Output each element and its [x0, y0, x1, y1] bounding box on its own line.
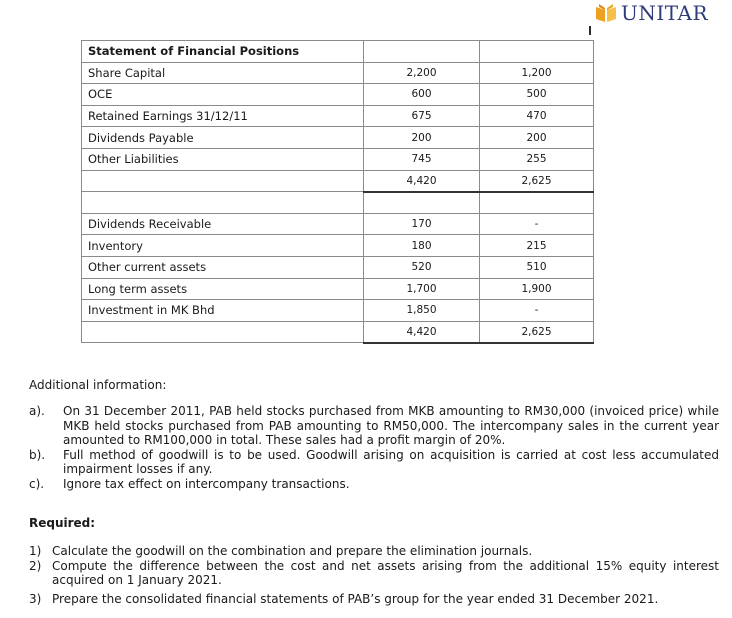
- list-item: [29, 592, 719, 607]
- row-label: Other current assets: [82, 256, 364, 278]
- table-title: Statement of Financial Positions: [82, 41, 364, 63]
- table-row: [82, 278, 594, 300]
- table-row: [82, 84, 594, 106]
- table-row: [82, 105, 594, 127]
- list-item-label: 3): [29, 591, 42, 606]
- row-value: 4,420: [364, 321, 480, 343]
- table-cell: [480, 41, 594, 63]
- list-item-label: a).: [29, 404, 45, 418]
- row-value: 200: [480, 127, 594, 149]
- row-value: 200: [364, 127, 480, 149]
- row-value: 500: [480, 84, 594, 106]
- financial-position-table: [81, 40, 594, 344]
- table-row: [82, 148, 594, 170]
- row-label: Long term assets: [82, 278, 364, 300]
- row-label: Inventory: [82, 235, 364, 257]
- row-value: [364, 192, 480, 214]
- row-value: 2,625: [480, 321, 594, 343]
- logo-divider: [589, 26, 591, 35]
- row-label: Dividends Payable: [82, 127, 364, 149]
- row-value: 1,200: [480, 62, 594, 84]
- row-value: 2,200: [364, 62, 480, 84]
- list-item: [29, 544, 719, 559]
- table-row: [82, 300, 594, 322]
- row-value: 745: [364, 148, 480, 170]
- row-value: 520: [364, 256, 480, 278]
- table-row: [82, 192, 594, 214]
- list-item-label: 1): [29, 544, 42, 558]
- list-item-label: 2): [29, 558, 42, 573]
- row-value: 470: [480, 105, 594, 127]
- row-value: 170: [364, 213, 480, 235]
- list-item-text: Full method of goodwill is to be used. Goodwill arising on acquisition is carried at cost less accumulated impairment losses if any.: [63, 447, 719, 476]
- row-label: Share Capital: [82, 62, 364, 84]
- row-value: 215: [480, 235, 594, 257]
- additional-info-list: [29, 404, 719, 491]
- list-item-label: c).: [29, 476, 45, 491]
- table-row: [82, 256, 594, 278]
- table-row: [82, 170, 594, 192]
- list-item-text: On 31 December 2011, PAB held stocks purchased from MKB amounting to RM30,000 (invoiced price) while MKB held stocks purchased from PAB amounting to RM50,000. The intercompany sales in the current year amounted to RM100,000 in total. These sales had a profit margin of 20%.: [63, 404, 719, 447]
- row-value: 1,900: [480, 278, 594, 300]
- row-label: Investment in MK Bhd: [82, 300, 364, 322]
- list-item: [29, 448, 719, 477]
- list-item: [29, 477, 719, 492]
- row-value: 675: [364, 105, 480, 127]
- row-value: 180: [364, 235, 480, 257]
- table-row: [82, 321, 594, 343]
- row-value: 4,420: [364, 170, 480, 192]
- row-value: 2,625: [480, 170, 594, 192]
- row-label: Dividends Receivable: [82, 213, 364, 235]
- row-label: Other Liabilities: [82, 148, 364, 170]
- book-icon: [595, 3, 617, 23]
- list-item-text: Compute the difference between the cost and net assets arising from the additional 15% equity interest acquired on 1 January 2021.: [52, 558, 719, 587]
- list-item-text: Prepare the consolidated financial statements of PAB’s group for the year ended 31 December 2021.: [52, 591, 659, 606]
- table-header-row: [82, 41, 594, 63]
- row-value: [480, 192, 594, 214]
- unitar-logo: [595, 1, 708, 25]
- additional-info-heading: Additional information:: [29, 378, 167, 392]
- row-value: 255: [480, 148, 594, 170]
- row-label: OCE: [82, 84, 364, 106]
- table-row: [82, 235, 594, 257]
- logo-text: UNITAR: [621, 1, 709, 25]
- row-value: -: [480, 300, 594, 322]
- list-item-label: b).: [29, 447, 46, 462]
- row-label: Retained Earnings 31/12/11: [82, 105, 364, 127]
- row-value: 600: [364, 84, 480, 106]
- table-row: [82, 213, 594, 235]
- list-item: [29, 559, 719, 588]
- list-item: [29, 404, 719, 448]
- row-value: -: [480, 213, 594, 235]
- table-cell: [364, 41, 480, 63]
- row-value: 1,700: [364, 278, 480, 300]
- row-label: [82, 192, 364, 214]
- row-value: 510: [480, 256, 594, 278]
- list-item-text: Calculate the goodwill on the combination and prepare the elimination journals.: [52, 544, 533, 558]
- table-row: [82, 127, 594, 149]
- table-row: [82, 62, 594, 84]
- list-item-text: Ignore tax effect on intercompany transactions.: [63, 476, 350, 491]
- required-list: [29, 544, 719, 606]
- required-heading: Required:: [29, 516, 96, 530]
- row-value: 1,850: [364, 300, 480, 322]
- row-label: [82, 321, 364, 343]
- row-label: [82, 170, 364, 192]
